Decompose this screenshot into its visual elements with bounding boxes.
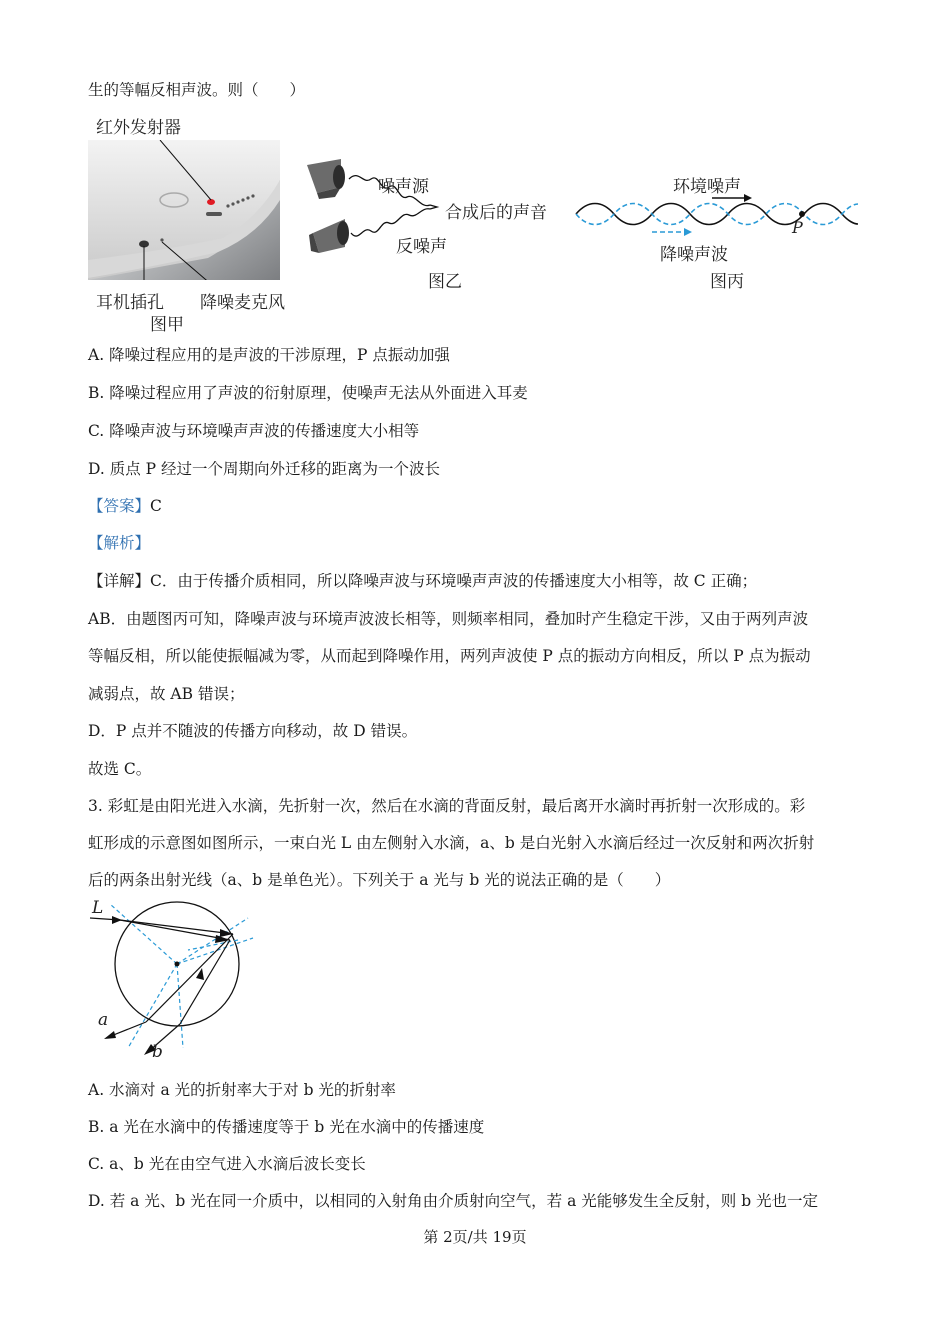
label-ambient-noise: 环境噪声 xyxy=(673,177,741,197)
anti-noise-wave xyxy=(576,204,858,225)
q3-option-c: C. a、b 光在由空气进入水滴后波长变长 xyxy=(88,1155,366,1173)
phone-photo xyxy=(88,140,280,280)
detail-line-4: 减弱点，故 AB 错误； xyxy=(88,685,245,703)
label-combined-sound: 合成后的声音 xyxy=(445,203,547,223)
detail-line-2: AB．由题图丙可知，降噪声波与环境声波波长相等，则频率相同，叠加时产生稳定干涉，又由于两列声波 xyxy=(88,610,809,628)
detail-line-3: 等幅反相，所以能使振幅减为零，从而起到降噪作用，两列声波使 P 点的振动方向相反，所以 P 点为振动 xyxy=(88,647,811,665)
label-anti-noise: 反噪声 xyxy=(396,237,447,257)
ambient-noise-wave xyxy=(576,204,858,225)
label-noise-source: 噪声源 xyxy=(378,177,429,197)
q3-option-d: D. 若 a 光、b 光在同一介质中，以相同的入射角由介质射向空气，若 a 光能够发生全反射，则 b 光也一定 xyxy=(88,1192,819,1210)
answer-value: C xyxy=(150,497,162,515)
detail-line-6: 故选 C。 xyxy=(88,760,152,778)
label-ir-emitter: 红外发射器 xyxy=(96,118,181,138)
q2-option-a: A. 降噪过程应用的是声波的干涉原理，P 点振动加强 xyxy=(88,346,450,364)
page-footer: 第 2页/共 19页 xyxy=(423,1228,527,1246)
caption-jia: 图甲 xyxy=(150,315,184,335)
analysis-tag: 【解析】 xyxy=(88,534,151,552)
q2-option-b: B. 降噪过程应用了声波的衍射原理，使噪声无法从外面进入耳麦 xyxy=(88,384,528,402)
label-earphone-jack: 耳机插孔 xyxy=(96,293,164,313)
q3-stem-2: 虹形成的示意图如图所示，一束白光 L 由左侧射入水滴，a、b 是白光射入水滴后经过一次反射和两次折射 xyxy=(88,834,815,852)
detail-line-1: 【详解】C．由于传播介质相同，所以降噪声波与环境噪声声波的传播速度大小相等，故 C 正确； xyxy=(88,572,758,590)
q2-option-c: C. 降噪声波与环境噪声声波的传播速度大小相等 xyxy=(88,422,420,440)
answer-tag: 【答案】 xyxy=(88,497,151,515)
point-p xyxy=(799,211,805,217)
caption-yi: 图乙 xyxy=(428,272,462,292)
q2-option-d: D. 质点 P 经过一个周期向外迁移的距离为一个波长 xyxy=(88,460,441,478)
q3-stem-3: 后的两条出射光线（a、b 是单色光）。下列关于 a 光与 b 光的说法正确的是（ ） xyxy=(88,871,671,889)
q3-option-a: A. 水滴对 a 光的折射率大于对 b 光的折射率 xyxy=(88,1081,396,1099)
answer-line xyxy=(88,496,162,516)
label-point-p: P xyxy=(792,218,803,237)
detail-line-5: D．P 点并不随波的传播方向移动，故 D 错误。 xyxy=(88,722,418,740)
q3-stem-1: 3. 彩虹是由阳光进入水滴，先折射一次，然后在水滴的背面反射，最后离开水滴时再折射一次形成的。彩 xyxy=(88,797,806,815)
label-noise-mic: 降噪麦克风 xyxy=(200,293,285,313)
label-light-l: L xyxy=(92,898,104,918)
q3-option-b: B. a 光在水滴中的传播速度等于 b 光在水滴中的传播速度 xyxy=(88,1118,485,1136)
label-anti-noise-wave: 降噪声波 xyxy=(660,245,728,265)
caption-bing: 图丙 xyxy=(710,272,744,292)
raindrop-diagram xyxy=(88,898,268,1064)
intro-line: 生的等幅反相声波。则（ ） xyxy=(88,81,306,99)
label-ray-b: b xyxy=(152,1042,163,1062)
label-ray-a: a xyxy=(98,1010,109,1030)
